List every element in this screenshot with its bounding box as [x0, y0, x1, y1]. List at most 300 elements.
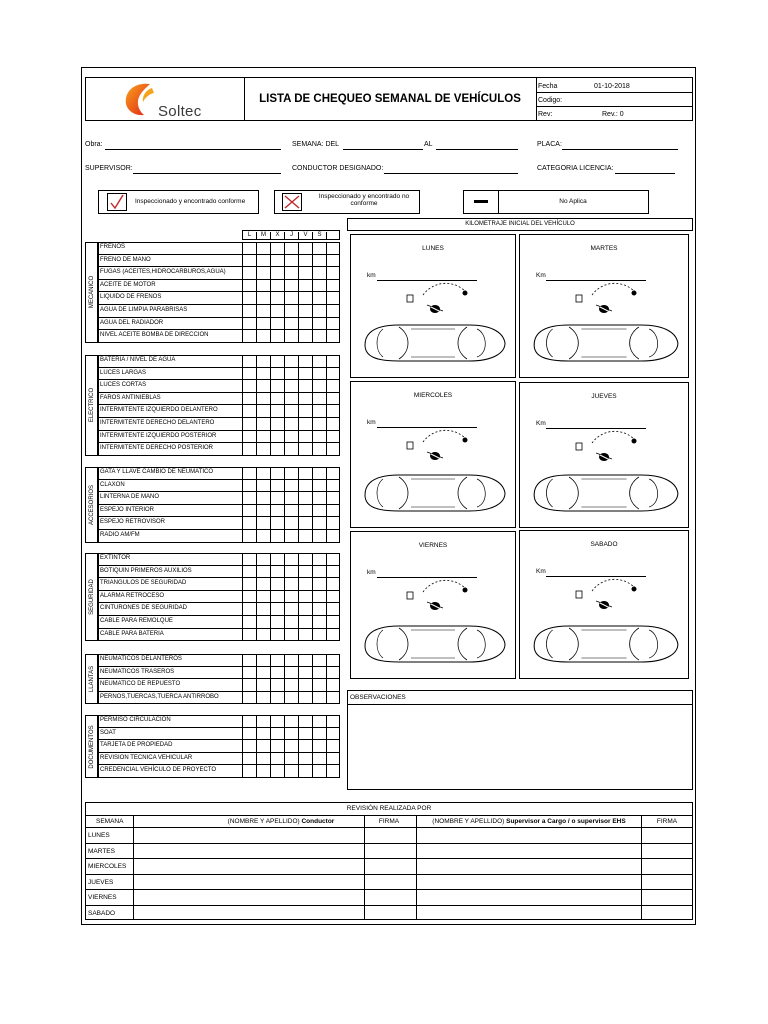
check-cell-m[interactable] [270, 679, 284, 692]
check-cell-m[interactable] [270, 280, 284, 293]
obra-field[interactable] [105, 149, 281, 150]
check-cell-v[interactable] [312, 393, 326, 406]
check-cell-l[interactable] [256, 667, 270, 680]
check-cell-m[interactable] [270, 728, 284, 741]
check-cell-s[interactable] [326, 629, 340, 642]
check-cell-l[interactable] [256, 505, 270, 518]
check-cell-x[interactable] [284, 728, 298, 741]
check-cell-x[interactable] [284, 740, 298, 753]
check-cell-j[interactable] [298, 380, 312, 393]
fuel-gauge-icon [572, 281, 652, 317]
check-cell-x[interactable] [284, 330, 298, 343]
check-cell-s[interactable] [326, 242, 340, 255]
check-cell-j[interactable] [298, 679, 312, 692]
check-cell-j[interactable] [298, 553, 312, 566]
check-cell-x[interactable] [284, 368, 298, 381]
check-cell-v[interactable] [312, 492, 326, 505]
check-cell-l[interactable] [256, 517, 270, 530]
check-cell-j[interactable] [298, 280, 312, 293]
check-cell-v[interactable] [312, 679, 326, 692]
check-cell-s[interactable] [326, 368, 340, 381]
revision-table [85, 802, 693, 920]
check-cell-l[interactable] [256, 467, 270, 480]
check-cell-l[interactable] [256, 740, 270, 753]
check-cell-s[interactable] [326, 715, 340, 728]
check-cell-m[interactable] [270, 267, 284, 280]
check-cell-m[interactable] [270, 255, 284, 268]
cell-divider [242, 616, 256, 629]
check-cell-s[interactable] [326, 431, 340, 444]
check-cell-l[interactable] [256, 629, 270, 642]
check-cell-v[interactable] [312, 380, 326, 393]
check-cell-s[interactable] [326, 267, 340, 280]
cell-divider [242, 380, 256, 393]
check-cell-j[interactable] [298, 517, 312, 530]
semana-al-field[interactable] [436, 149, 518, 150]
check-cell-v[interactable] [312, 467, 326, 480]
check-cell-m[interactable] [270, 566, 284, 579]
check-cell-j[interactable] [298, 443, 312, 456]
check-cell-m[interactable] [270, 505, 284, 518]
check-cell-x[interactable] [284, 654, 298, 667]
check-cell-v[interactable] [312, 517, 326, 530]
checklist-row [98, 530, 340, 543]
semana-del-field[interactable] [343, 149, 423, 150]
check-cell-l[interactable] [256, 654, 270, 667]
check-cell-s[interactable] [326, 480, 340, 493]
check-cell-j[interactable] [298, 393, 312, 406]
check-cell-l[interactable] [256, 578, 270, 591]
check-cell-s[interactable] [326, 492, 340, 505]
check-cell-m[interactable] [270, 492, 284, 505]
check-cell-v[interactable] [312, 728, 326, 741]
check-cell-s[interactable] [326, 443, 340, 456]
check-cell-m[interactable] [270, 616, 284, 629]
check-cell-s[interactable] [326, 505, 340, 518]
check-cell-v[interactable] [312, 715, 326, 728]
check-cell-j[interactable] [298, 667, 312, 680]
check-cell-x[interactable] [284, 431, 298, 444]
check-cell-l[interactable] [256, 292, 270, 305]
check-cell-j[interactable] [298, 629, 312, 642]
check-cell-m[interactable] [270, 305, 284, 318]
check-cell-j[interactable] [298, 418, 312, 431]
check-cell-j[interactable] [298, 728, 312, 741]
check-cell-m[interactable] [270, 380, 284, 393]
cell-divider [242, 355, 256, 368]
check-cell-s[interactable] [326, 553, 340, 566]
check-cell-l[interactable] [256, 480, 270, 493]
check-cell-m[interactable] [270, 405, 284, 418]
checklist-item-label: ACEITE DE MOTOR [100, 281, 156, 288]
check-cell-s[interactable] [326, 292, 340, 305]
checklist-item-label: BOTIQUIN PRIMEROS AUXILIOS [100, 567, 192, 574]
check-cell-l[interactable] [256, 355, 270, 368]
check-cell-v[interactable] [312, 305, 326, 318]
cell-divider [242, 591, 256, 604]
check-cell-x[interactable] [284, 692, 298, 705]
checklist-row [98, 330, 340, 343]
header [85, 77, 693, 121]
conductor-field[interactable] [384, 173, 518, 174]
check-cell-x[interactable] [284, 616, 298, 629]
check-cell-s[interactable] [326, 517, 340, 530]
check-cell-m[interactable] [270, 553, 284, 566]
check-cell-x[interactable] [284, 715, 298, 728]
check-cell-v[interactable] [312, 242, 326, 255]
supervisor-field[interactable] [133, 173, 281, 174]
check-cell-l[interactable] [256, 692, 270, 705]
check-cell-x[interactable] [284, 517, 298, 530]
checklist-item-label: ALARMA RETROCESO [100, 592, 165, 599]
check-cell-s[interactable] [326, 330, 340, 343]
check-cell-j[interactable] [298, 692, 312, 705]
check-cell-j[interactable] [298, 740, 312, 753]
check-cell-s[interactable] [326, 255, 340, 268]
check-cell-m[interactable] [270, 431, 284, 444]
check-cell-m[interactable] [270, 692, 284, 705]
checklist-row [98, 393, 340, 406]
check-cell-s[interactable] [326, 654, 340, 667]
checklist-item-label: LUCES LARGAS [100, 369, 147, 376]
placa-field[interactable] [562, 149, 678, 150]
check-cell-v[interactable] [312, 654, 326, 667]
check-cell-l[interactable] [256, 728, 270, 741]
checklist-item-label: CINTURONES DE SEGURIDAD [100, 605, 188, 612]
check-cell-l[interactable] [256, 318, 270, 331]
check-cell-l[interactable] [256, 255, 270, 268]
checklist-row [98, 305, 340, 318]
car-outline-icon [528, 317, 682, 367]
check-cell-m[interactable] [270, 765, 284, 778]
check-cell-l[interactable] [256, 591, 270, 604]
check-cell-s[interactable] [326, 467, 340, 480]
check-cell-v[interactable] [312, 292, 326, 305]
check-cell-m[interactable] [270, 578, 284, 591]
check-cell-s[interactable] [326, 728, 340, 741]
cell-divider [242, 740, 256, 753]
check-cell-j[interactable] [298, 654, 312, 667]
check-cell-s[interactable] [326, 280, 340, 293]
check-cell-x[interactable] [284, 443, 298, 456]
check-cell-v[interactable] [312, 255, 326, 268]
km-day-label: MARTES [590, 245, 618, 252]
fuel-gauge-icon [403, 578, 483, 614]
check-cell-s[interactable] [326, 305, 340, 318]
check-cell-m[interactable] [270, 480, 284, 493]
check-cell-x[interactable] [284, 629, 298, 642]
check-cell-x[interactable] [284, 480, 298, 493]
check-cell-l[interactable] [256, 267, 270, 280]
check-cell-v[interactable] [312, 616, 326, 629]
check-cell-x[interactable] [284, 242, 298, 255]
check-cell-j[interactable] [298, 467, 312, 480]
check-cell-j[interactable] [298, 505, 312, 518]
check-cell-v[interactable] [312, 603, 326, 616]
category-label: MECANICO [88, 276, 95, 309]
checklist-row [98, 492, 340, 505]
category-electrico [85, 355, 98, 456]
checklist-row [98, 467, 340, 480]
check-cell-l[interactable] [256, 765, 270, 778]
check-cell-x[interactable] [284, 380, 298, 393]
check-cell-m[interactable] [270, 467, 284, 480]
check-cell-m[interactable] [270, 242, 284, 255]
observaciones-box[interactable] [347, 690, 693, 790]
check-cell-m[interactable] [270, 629, 284, 642]
category-label: ACCESORIOS [88, 484, 95, 525]
check-cell-x[interactable] [284, 405, 298, 418]
legend-conforme [98, 190, 259, 214]
check-cell-j[interactable] [298, 753, 312, 766]
check-cell-v[interactable] [312, 753, 326, 766]
check-cell-j[interactable] [298, 255, 312, 268]
check-cell-l[interactable] [256, 380, 270, 393]
cell-divider [242, 566, 256, 579]
check-cell-v[interactable] [312, 591, 326, 604]
check-cell-v[interactable] [312, 368, 326, 381]
check-cell-x[interactable] [284, 292, 298, 305]
revision-day: MARTES [88, 847, 115, 855]
revision-row [86, 889, 692, 905]
check-cell-s[interactable] [326, 692, 340, 705]
check-cell-m[interactable] [270, 654, 284, 667]
check-cell-l[interactable] [256, 553, 270, 566]
checklist-item-label: REVISION TECNICA VEHICULAR [100, 754, 193, 761]
check-cell-l[interactable] [256, 679, 270, 692]
check-cell-v[interactable] [312, 443, 326, 456]
check-cell-v[interactable] [312, 765, 326, 778]
checklist-item-label: FAROS ANTINIEBLAS [100, 394, 161, 401]
check-cell-m[interactable] [270, 443, 284, 456]
checklist-item-label: RADIO AM/FM [100, 532, 140, 538]
check-cell-m[interactable] [270, 603, 284, 616]
check-cell-x[interactable] [284, 467, 298, 480]
check-cell-l[interactable] [256, 405, 270, 418]
cell-divider [242, 393, 256, 406]
check-cell-j[interactable] [298, 431, 312, 444]
checklist-row [98, 629, 340, 642]
check-cell-l[interactable] [256, 492, 270, 505]
check-cell-x[interactable] [284, 765, 298, 778]
check-cell-x[interactable] [284, 753, 298, 766]
check-cell-s[interactable] [326, 740, 340, 753]
check-cell-s[interactable] [326, 318, 340, 331]
check-cell-m[interactable] [270, 368, 284, 381]
check-cell-l[interactable] [256, 280, 270, 293]
check-cell-m[interactable] [270, 715, 284, 728]
check-cell-j[interactable] [298, 355, 312, 368]
check-cell-s[interactable] [326, 418, 340, 431]
check-cell-j[interactable] [298, 578, 312, 591]
check-cell-x[interactable] [284, 255, 298, 268]
check-cell-v[interactable] [312, 629, 326, 642]
checklist-row [98, 753, 340, 766]
check-cell-l[interactable] [256, 443, 270, 456]
document-meta [536, 78, 693, 120]
check-cell-s[interactable] [326, 380, 340, 393]
check-cell-x[interactable] [284, 318, 298, 331]
check-cell-v[interactable] [312, 692, 326, 705]
check-cell-l[interactable] [256, 305, 270, 318]
check-cell-m[interactable] [270, 330, 284, 343]
check-cell-v[interactable] [312, 280, 326, 293]
cell-divider [242, 267, 256, 280]
check-cell-m[interactable] [270, 292, 284, 305]
checklist-item-label: INTERMITENTE DERECHO POSTERIOR [100, 445, 214, 452]
check-cell-l[interactable] [256, 418, 270, 431]
check-cell-j[interactable] [298, 242, 312, 255]
check-cell-l[interactable] [256, 530, 270, 543]
check-cell-x[interactable] [284, 305, 298, 318]
fecha-value: 01-10-2018 [594, 83, 630, 90]
check-cell-j[interactable] [298, 530, 312, 543]
check-cell-s[interactable] [326, 616, 340, 629]
check-cell-l[interactable] [256, 603, 270, 616]
cell-divider [242, 530, 256, 543]
check-cell-v[interactable] [312, 480, 326, 493]
check-cell-x[interactable] [284, 267, 298, 280]
check-cell-m[interactable] [270, 318, 284, 331]
check-cell-l[interactable] [256, 566, 270, 579]
checklist-row [98, 443, 340, 456]
checklist-item-label: LIQUIDO DE FRENOS [100, 294, 162, 301]
check-cell-v[interactable] [312, 578, 326, 591]
check-cell-m[interactable] [270, 393, 284, 406]
check-cell-v[interactable] [312, 267, 326, 280]
col-nombre-conductor: (NOMBRE Y APELLIDO) Conductor [227, 818, 335, 825]
day-header-m: M [257, 232, 271, 240]
check-cell-x[interactable] [284, 566, 298, 579]
cell-divider [242, 431, 256, 444]
check-cell-l[interactable] [256, 616, 270, 629]
check-cell-m[interactable] [270, 753, 284, 766]
check-cell-s[interactable] [326, 765, 340, 778]
check-cell-x[interactable] [284, 492, 298, 505]
check-cell-j[interactable] [298, 292, 312, 305]
check-cell-j[interactable] [298, 405, 312, 418]
day-header-j: J [285, 232, 299, 240]
checklist-row [98, 616, 340, 629]
check-cell-s[interactable] [326, 578, 340, 591]
check-cell-j[interactable] [298, 715, 312, 728]
check-cell-l[interactable] [256, 242, 270, 255]
check-cell-v[interactable] [312, 553, 326, 566]
check-cell-v[interactable] [312, 431, 326, 444]
check-cell-j[interactable] [298, 480, 312, 493]
check-cell-j[interactable] [298, 566, 312, 579]
cell-divider [242, 443, 256, 456]
check-cell-j[interactable] [298, 492, 312, 505]
check-cell-m[interactable] [270, 740, 284, 753]
check-cell-s[interactable] [326, 603, 340, 616]
cell-divider [242, 418, 256, 431]
check-cell-j[interactable] [298, 591, 312, 604]
observaciones-label: OBSERVACIONES [350, 694, 406, 701]
check-cell-l[interactable] [256, 431, 270, 444]
check-cell-x[interactable] [284, 591, 298, 604]
check-cell-x[interactable] [284, 530, 298, 543]
check-cell-j[interactable] [298, 318, 312, 331]
check-cell-s[interactable] [326, 566, 340, 579]
check-cell-v[interactable] [312, 667, 326, 680]
category-llantas [85, 654, 98, 704]
check-cell-j[interactable] [298, 305, 312, 318]
check-cell-j[interactable] [298, 616, 312, 629]
check-cell-x[interactable] [284, 505, 298, 518]
check-cell-v[interactable] [312, 566, 326, 579]
check-cell-v[interactable] [312, 355, 326, 368]
fuel-gauge-icon [572, 429, 652, 465]
checklist-item-label: SOAT [100, 729, 116, 736]
check-cell-l[interactable] [256, 368, 270, 381]
check-cell-v[interactable] [312, 405, 326, 418]
check-cell-x[interactable] [284, 578, 298, 591]
check-cell-j[interactable] [298, 368, 312, 381]
checklist-item-label: CABLE PARA REMOLQUE [100, 618, 173, 624]
check-cell-s[interactable] [326, 679, 340, 692]
check-cell-m[interactable] [270, 517, 284, 530]
check-cell-x[interactable] [284, 393, 298, 406]
checklist-row [98, 740, 340, 753]
check-cell-x[interactable] [284, 418, 298, 431]
check-cell-l[interactable] [256, 715, 270, 728]
check-cell-j[interactable] [298, 603, 312, 616]
check-cell-v[interactable] [312, 530, 326, 543]
check-cell-x[interactable] [284, 280, 298, 293]
check-cell-x[interactable] [284, 679, 298, 692]
categoria-field[interactable] [615, 173, 675, 174]
check-cell-s[interactable] [326, 405, 340, 418]
check-cell-v[interactable] [312, 418, 326, 431]
semana-del-label: SEMANA: DEL [292, 141, 340, 148]
cell-divider [242, 603, 256, 616]
check-cell-l[interactable] [256, 393, 270, 406]
legend-no-aplica-label: No Aplica [559, 198, 587, 205]
check-cell-m[interactable] [270, 355, 284, 368]
check-cell-j[interactable] [298, 330, 312, 343]
check-cell-x[interactable] [284, 603, 298, 616]
check-cell-s[interactable] [326, 530, 340, 543]
check-cell-s[interactable] [326, 667, 340, 680]
km-box-miercoles [350, 381, 516, 528]
revision-row [86, 905, 692, 921]
check-cell-s[interactable] [326, 591, 340, 604]
check-cell-m[interactable] [270, 667, 284, 680]
check-cell-v[interactable] [312, 505, 326, 518]
revision-row [86, 858, 692, 874]
check-cell-j[interactable] [298, 765, 312, 778]
check-cell-s[interactable] [326, 753, 340, 766]
check-cell-m[interactable] [270, 418, 284, 431]
check-cell-x[interactable] [284, 553, 298, 566]
check-cell-v[interactable] [312, 740, 326, 753]
checklist-item-label: AGUA DEL RADIADOR [100, 319, 164, 326]
check-cell-m[interactable] [270, 530, 284, 543]
check-cell-j[interactable] [298, 267, 312, 280]
check-cell-s[interactable] [326, 355, 340, 368]
check-cell-v[interactable] [312, 318, 326, 331]
check-cell-l[interactable] [256, 330, 270, 343]
checklist-item-label: PERMISO CIRCULACION [100, 717, 171, 723]
check-cell-x[interactable] [284, 355, 298, 368]
check-cell-l[interactable] [256, 753, 270, 766]
check-cell-m[interactable] [270, 591, 284, 604]
check-cell-x[interactable] [284, 667, 298, 680]
check-cell-s[interactable] [326, 393, 340, 406]
checklist-row [98, 517, 340, 530]
check-cell-v[interactable] [312, 330, 326, 343]
